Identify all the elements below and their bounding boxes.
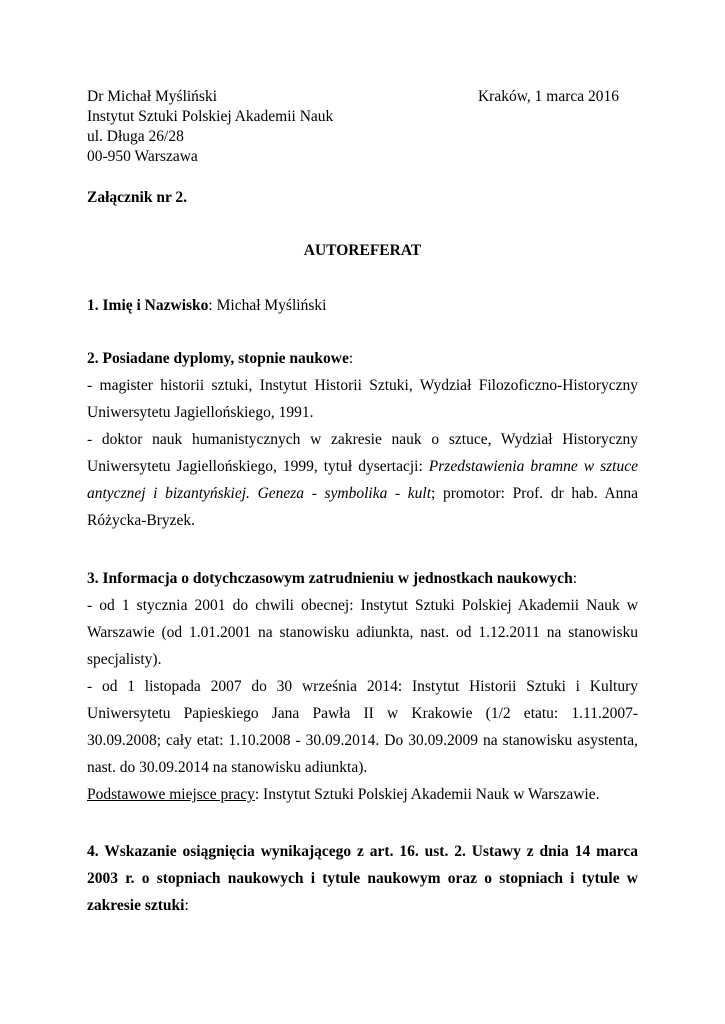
sender-institution: Instytut Sztuki Polskiej Akademii Nauk	[87, 108, 334, 125]
main-workplace-value: : Instytut Sztuki Polskiej Akademii Nauk w Warszawie.	[254, 786, 600, 803]
achievement-colon: :	[184, 897, 189, 914]
employment-line-2: Warszawie (od 1.01.2001 na stanowisku adiunkta, nast. od 1.12.2011 na stanowisku	[87, 624, 638, 641]
employment-line-7: nast. do 30.09.2014 na stanowisku adiunkta).	[87, 759, 368, 776]
section-diplomas	[87, 345, 638, 534]
sender-city: 00-950 Warszawa	[87, 148, 198, 165]
main-workplace	[87, 781, 638, 808]
employment-line-5: Uniwersytetu Papieskiego Jana Pawła II w Krakowie (1/2 etatu: 1.11.2007-	[87, 705, 638, 722]
diploma-line-4	[87, 453, 638, 480]
employment-line-6: 30.09.2008; cały etat: 1.10.2008 - 30.09.2014. Do 30.09.2009 na stanowisku asystenta,	[87, 732, 638, 749]
document-title: AUTOREFERAT	[303, 242, 422, 259]
employment-line-3: specjalisty).	[87, 651, 162, 668]
diploma-line-6: Różycka-Bryzek.	[87, 512, 196, 529]
sender-street: ul. Długa 26/28	[87, 128, 184, 145]
section-employment-colon: :	[572, 570, 577, 587]
employment-line-4: - od 1 listopada 2007 do 30 września 2014: Instytut Historii Sztuki i Kultury	[87, 678, 638, 695]
sender-address	[87, 87, 333, 167]
diploma-line-3: - doktor nauk humanistycznych w zakresie nauk o sztuce, Wydział Historyczny	[87, 431, 638, 448]
section-name-sep: :	[208, 297, 217, 314]
main-workplace-label: Podstawowe miejsce pracy	[87, 786, 255, 803]
diploma-line-2: Uniwersytetu Jagiellońskiego, 1991.	[87, 404, 314, 421]
section-name-label: 1. Imię i Nazwisko	[87, 297, 209, 314]
diploma-line-5	[87, 480, 638, 507]
employment-line-1: - od 1 stycznia 2001 do chwili obecnej: Instytut Sztuki Polskiej Akademii Nauk w	[87, 597, 638, 614]
diploma-line-4-text: Uniwersytetu Jagiellońskiego, 1999, tytuł dysertacji:	[87, 458, 429, 475]
section-diplomas-label: 2. Posiadane dyplomy, stopnie naukowe	[87, 350, 349, 367]
section-employment	[87, 565, 638, 808]
attachment-label: Załącznik nr 2.	[87, 189, 188, 206]
section-employment-label: 3. Informacja o dotychczasowym zatrudnieniu w jednostkach naukowych	[87, 570, 573, 587]
dissertation-title-part-2: antycznej i bizantyńskiej. Geneza - symbolika - kult	[87, 485, 432, 502]
section-achievement	[87, 838, 638, 919]
achievement-line-1: 4. Wskazanie osiągnięcia wynikającego z art. 16. ust. 2. Ustawy z dnia 14 marca	[87, 843, 638, 860]
achievement-line-3: zakresie sztuki	[87, 897, 185, 914]
section-name-value: Michał Myśliński	[216, 297, 327, 314]
achievement-line-2: 2003 r. o stopniach naukowych i tytule naukowym oraz o stopniach i tytule w	[87, 870, 638, 887]
dissertation-title-part-1: Przedstawienia bramne w sztuce	[428, 458, 638, 475]
section-name	[87, 292, 638, 319]
letter-date: Kraków, 1 marca 2016	[477, 88, 619, 105]
sender-name: Dr Michał Myśliński	[87, 88, 218, 105]
diploma-line-5-text: ; promotor: Prof. dr hab. Anna	[431, 485, 638, 502]
diploma-line-1: - magister historii sztuki, Instytut Historii Sztuki, Wydział Filozoficzno-Historyczny	[87, 377, 638, 394]
section-diplomas-colon: :	[348, 350, 354, 367]
